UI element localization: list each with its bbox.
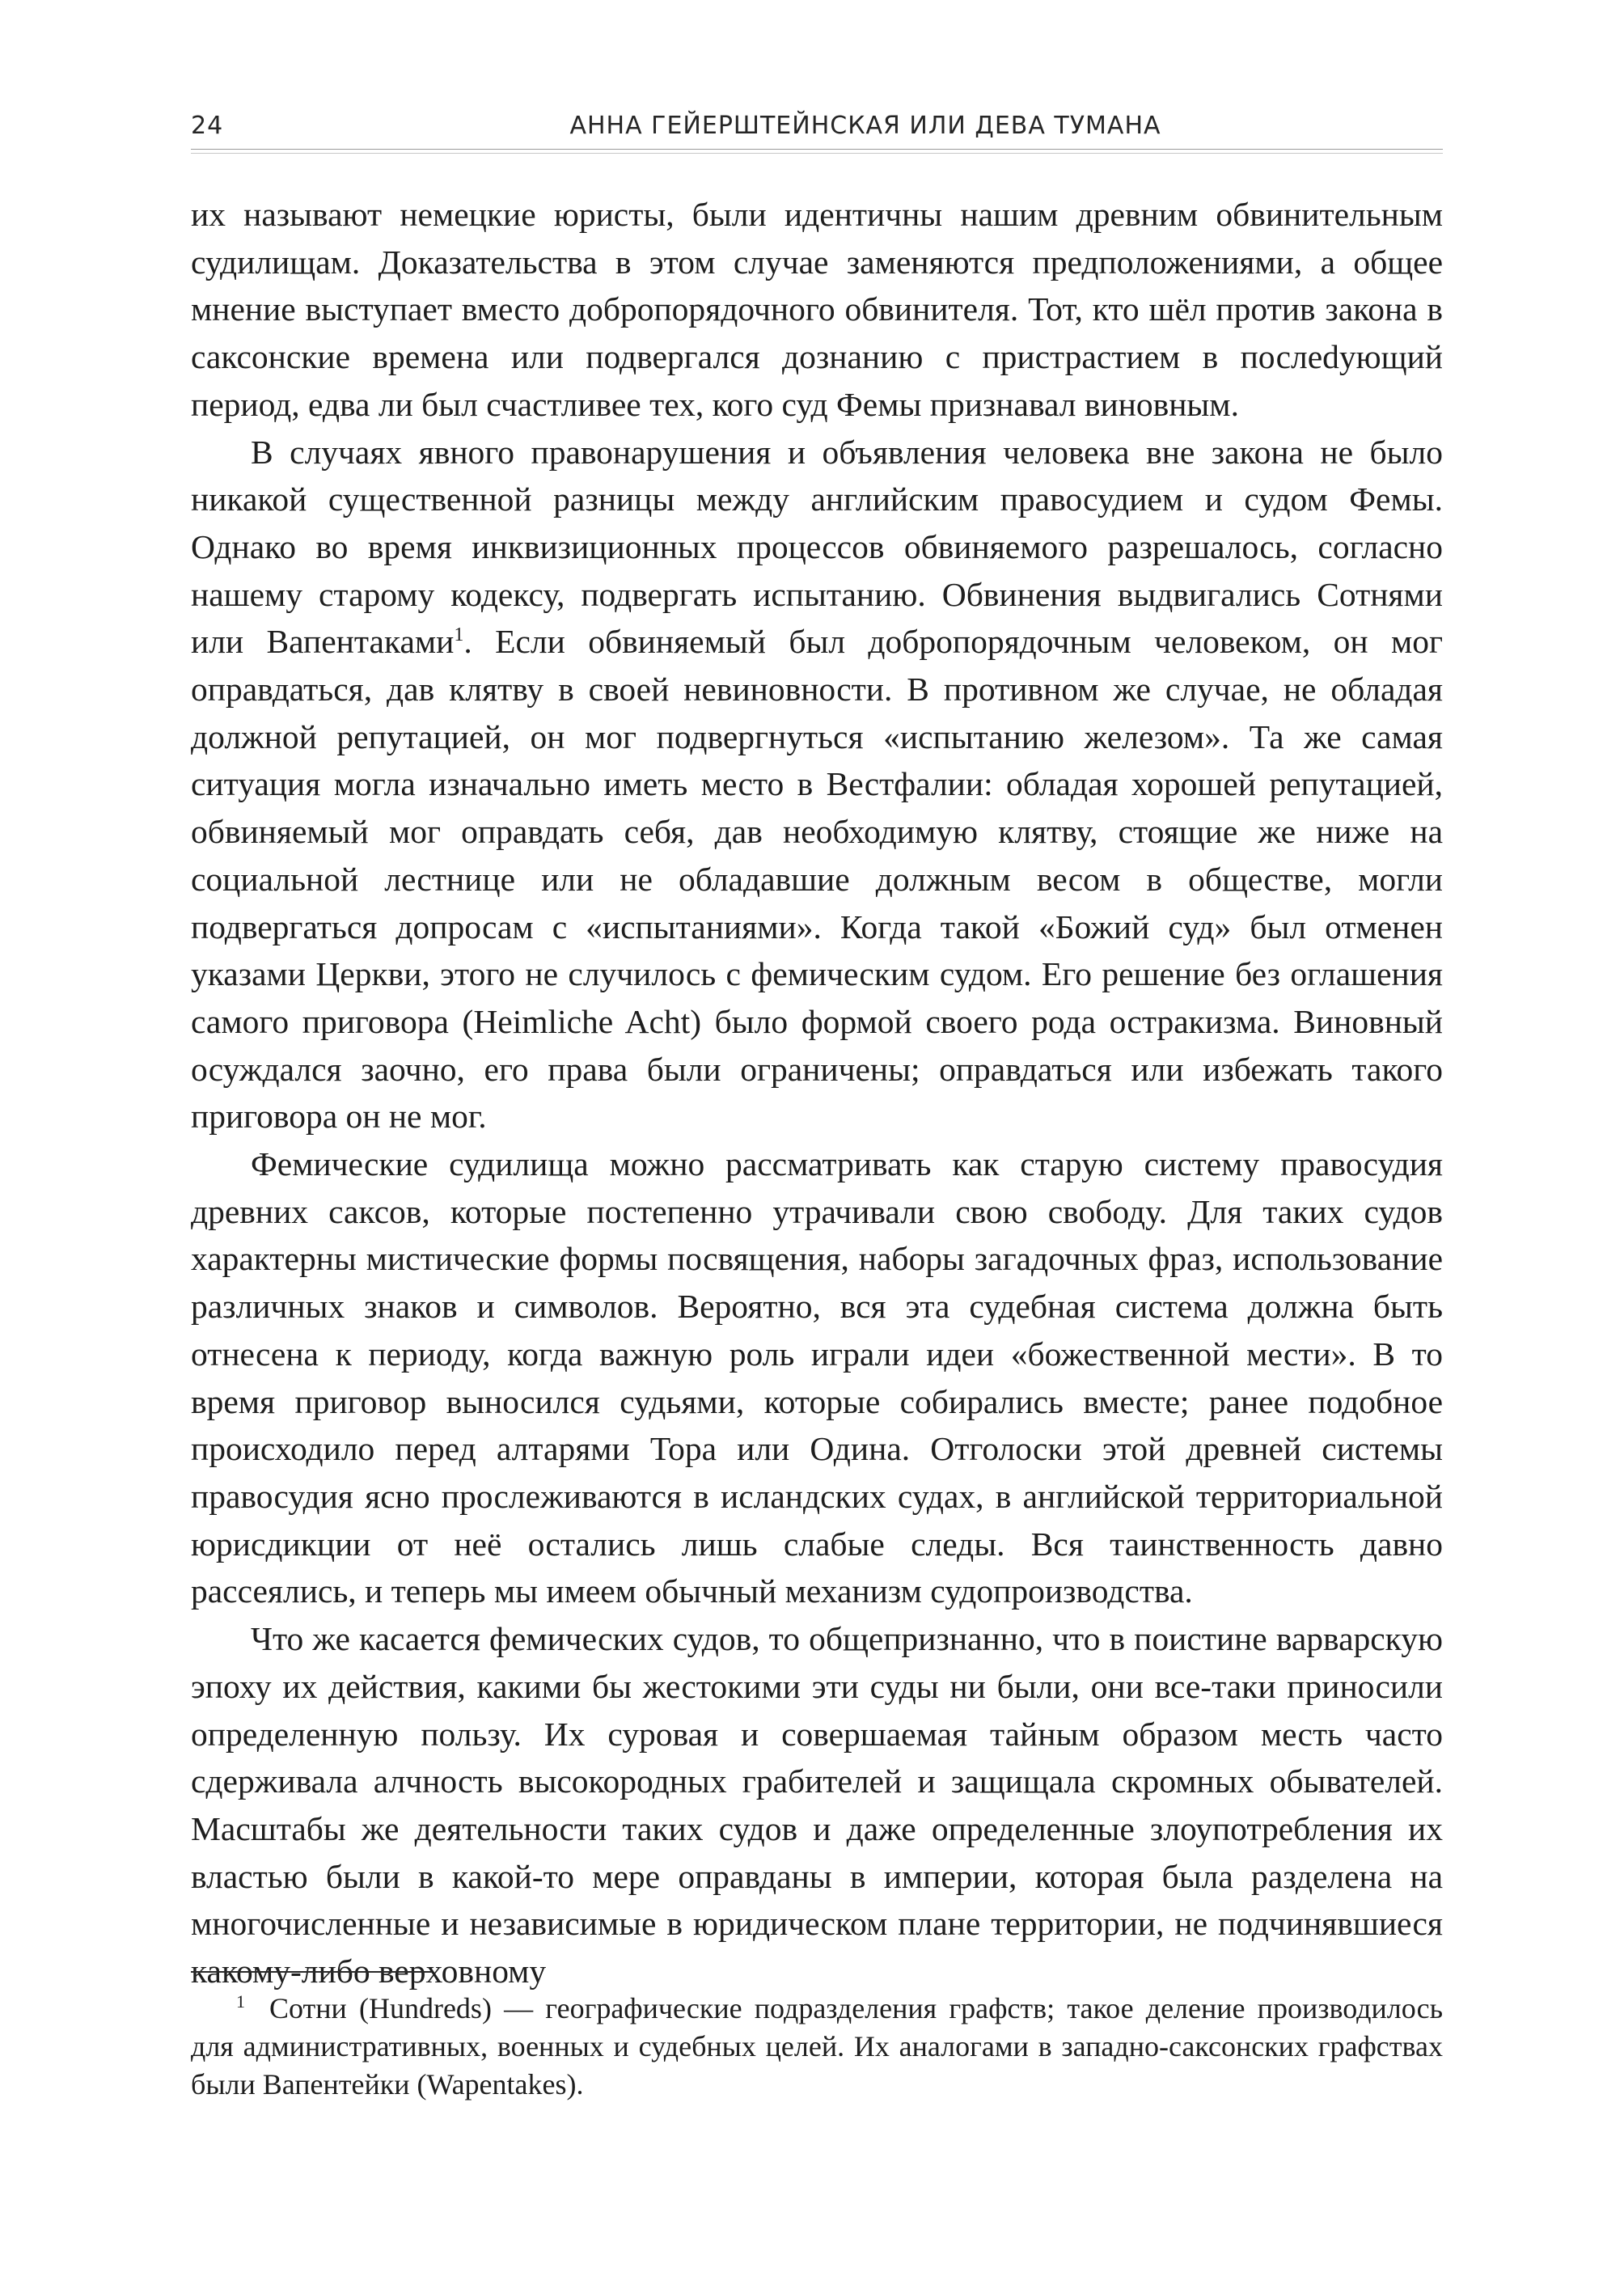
header-rule xyxy=(191,149,1443,150)
header-rule-secondary xyxy=(191,153,1443,154)
paragraph-2-part-2: . Если обвиняемый был добропорядочным человеком, он мог оправдаться, дав клятву в своей невиновности. В противном же случае, не обладая должной репутацией, он мог подвергнуться «испытанию железом». Та же самая ситуация могла изначально иметь место в Вестфалии: обладая хорошей репутацией, обвиняемый мог оправдать себя, дав необходимую клятву, стоящие же ниже на социальной лестнице или не обладавшие должным весом в обществе, могли подвергаться допросам с «испытаниями». Когда такой «Божий суд» был отменен указами Церкви, этого не случилось с фемическим судом. Его решение без оглашения самого приговора (Heimliche Acht) было формой своего рода остракизма. Виновный осуждался заочно, его права были ограничены; оправдаться или избежать такого приговора он не мог. xyxy=(191,623,1443,1136)
running-title: АННА ГЕЙЕРШТЕЙНСКАЯ ИЛИ ДЕВА ТУМАНА xyxy=(569,112,1161,140)
footnote-reference[interactable]: 1 xyxy=(454,624,464,646)
body-text xyxy=(191,191,1443,1995)
footnote-1 xyxy=(191,1990,1443,2104)
running-head xyxy=(191,112,1443,152)
paragraph-3: Фемические судилища можно рассматривать как старую систему правосудия древних саксов, которые постепенно утрачивали свою свободу. Для таких судов характерны мистические формы посвящения, наборы загадочных фраз, использование различных знаков и символов. Вероятно, вся эта судебная система должна быть отнесена к периоду, когда важную роль играли идеи «божественной мести». В то время приговор выносился судьями, которые собирались вместе; ранее подобное происходило перед алтарями Тора или Одина. Отголоски этой древней системы правосудия ясно прослеживаются в исландских судах, в английской территориальной юрисдикции от неё остались лишь слабые следы. Вся таинственность давно рассеялись, и теперь мы имеем обычный механизм судопроизводства. xyxy=(191,1145,1443,1610)
paragraph-4: Что же касается фемических судов, то общепризнанно, что в поистине варварскую эпоху их действия, какими бы жестокими эти суды ни были, они все-таки приносили определенную пользу. Их суровая и совершаемая тайным образом месть часто сдерживала алчность высокородных грабителей и защищала скромных обывателей. Масштабы же деятельности таких судов и даже определенные злоупотребления их властью были в какой-то мере оправданы в империи, которая была разделена на многочисленные и независимые в юридическом плане территории, не подчинявшиеся какому-либо верховному xyxy=(191,1620,1443,1991)
paragraph-1: их называют немецкие юристы, были идентичны нашим древним обвинительным судилищам. Доказательства в этом случае заменяются предположениями, а общее мнение выступает вместо добропорядочного обвинителя. Тот, кто шёл против закона в саксонские времена или подвергался дознанию с пристрастием в послеdующий период, едва ли был счастливее тех, кого суд Фемы признавал виновным. xyxy=(191,196,1443,423)
paragraph-2 xyxy=(191,429,1443,1141)
footnote-1-text: Сотни (Hundreds) — географические подразделения графств; такое деление производилось для административных, военных и судебных целей. Их аналогами в западно-саксонских графствах были Вапентейки (Wapentakes). xyxy=(191,1992,1443,2101)
footnote-separator xyxy=(191,1971,432,1973)
footnotes xyxy=(191,1990,1443,2104)
paragraph-2-part-1: В случаях явного правонарушения и объявления человека вне закона не было никакой существенной разницы между английским правосудием и судом Фемы. Однако во время инквизиционных процессов обвиняемого разрешалось, согласно нашему старому кодексу, подвергать испытанию. Обвинения выдвигались Сотнями или Вапентаками xyxy=(191,433,1443,661)
footnote-mark: 1 xyxy=(236,1991,245,2012)
book-page xyxy=(191,0,1443,2293)
page-number: 24 xyxy=(191,112,224,140)
